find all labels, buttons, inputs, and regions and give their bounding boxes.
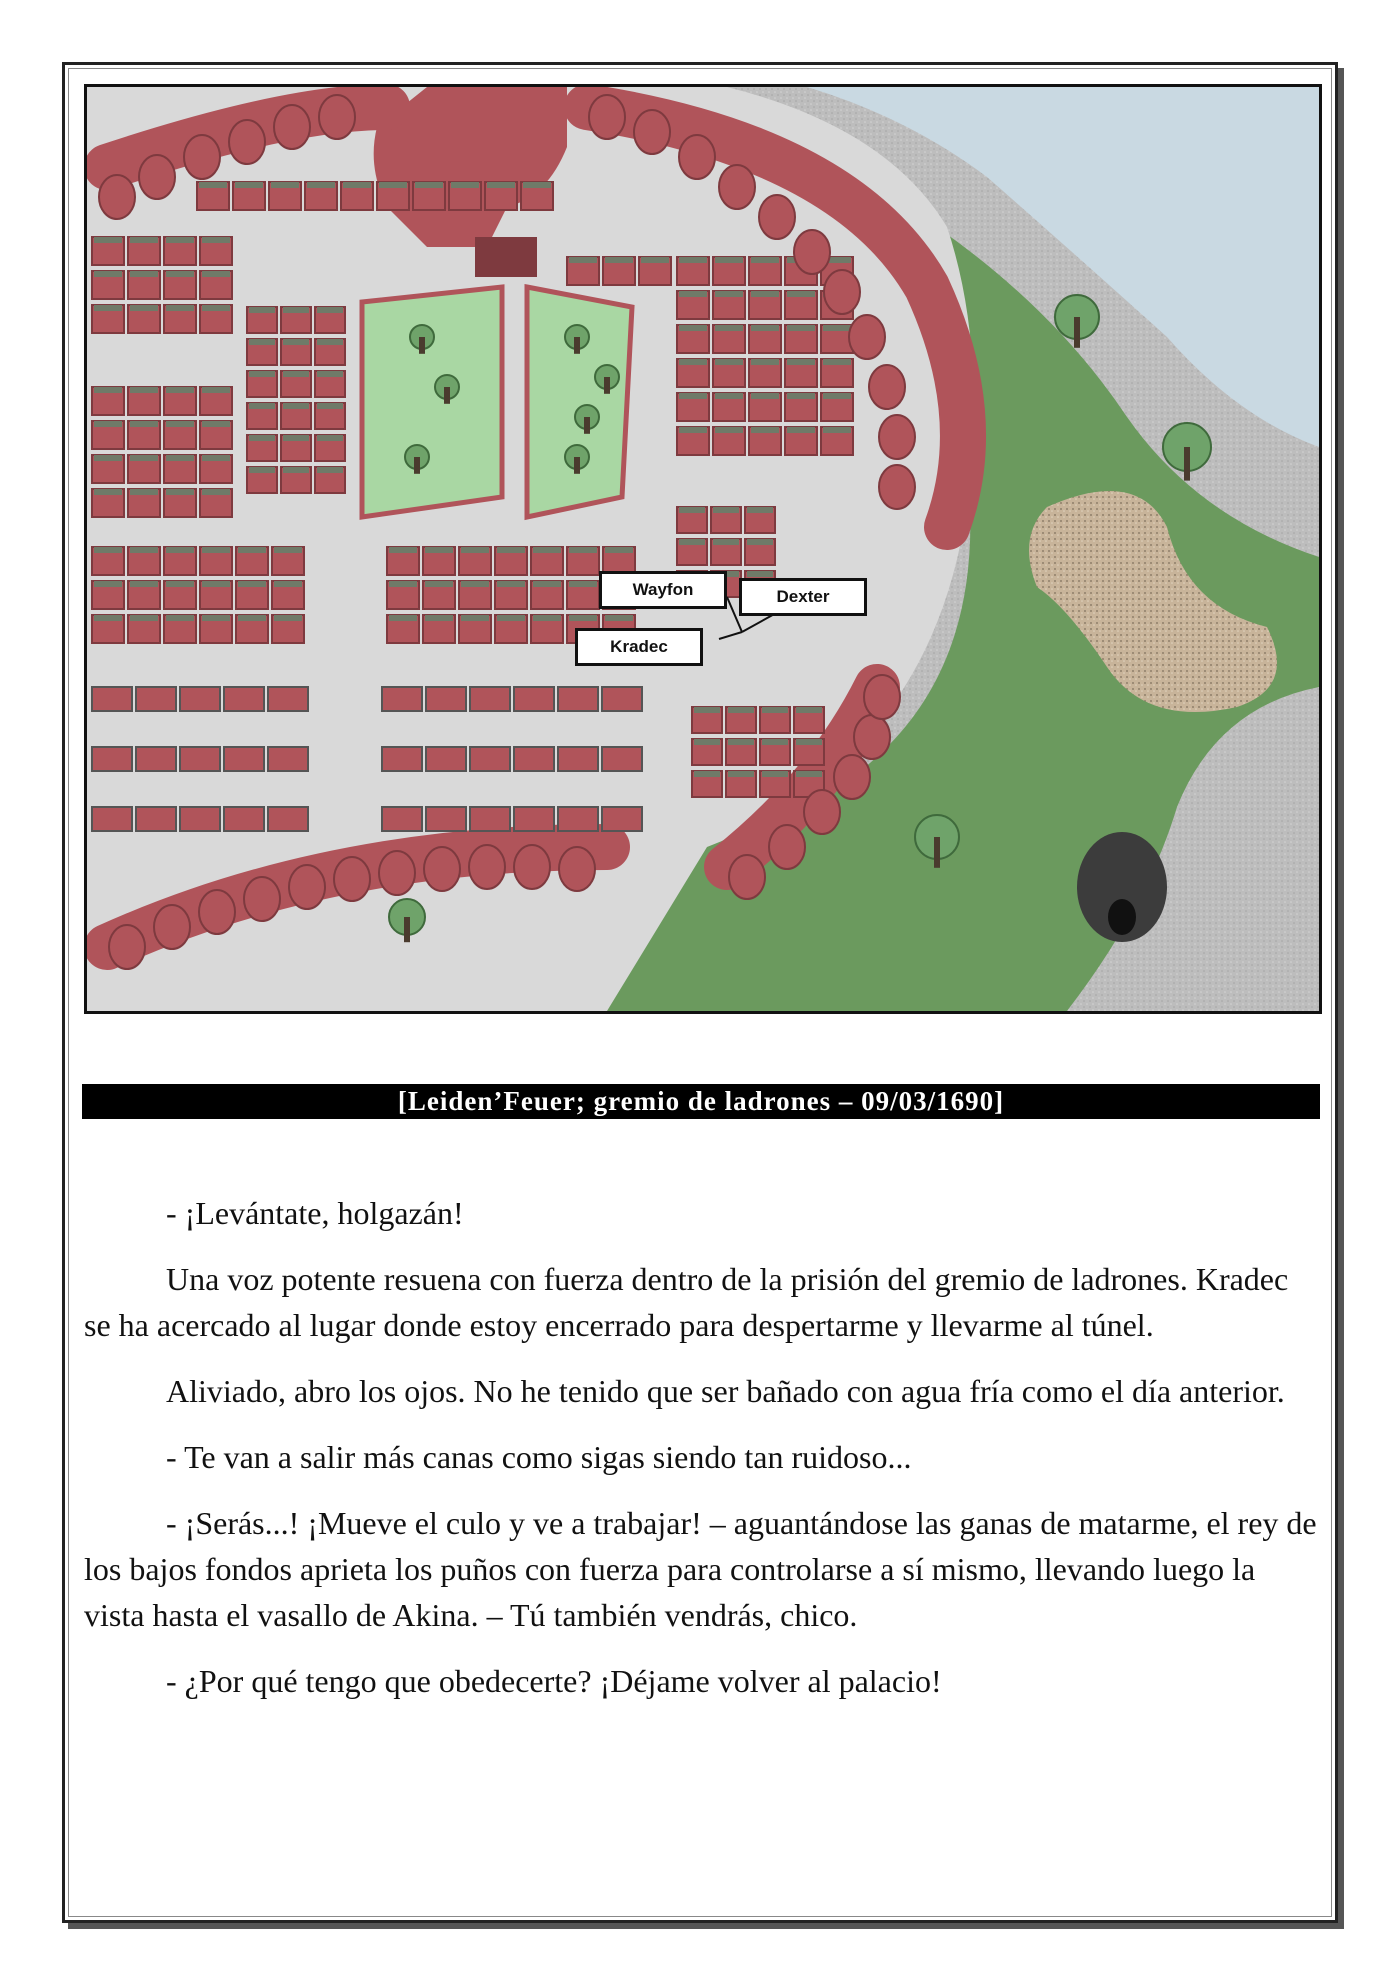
tower-house <box>469 845 505 889</box>
tower-house <box>804 790 840 834</box>
terrace-house <box>136 807 176 831</box>
terrace-house <box>180 747 220 771</box>
tower-house <box>319 95 355 139</box>
terrace-house <box>426 747 466 771</box>
terrace-house <box>558 807 598 831</box>
terrace-house <box>602 807 642 831</box>
terrace-house <box>224 687 264 711</box>
terrace-house <box>382 807 422 831</box>
terrace-house <box>514 807 554 831</box>
tower-house <box>824 270 860 314</box>
courtyard-west <box>362 287 502 517</box>
terrace-house <box>92 687 132 711</box>
tower-house <box>589 95 625 139</box>
tower-house <box>849 315 885 359</box>
tower-house <box>634 110 670 154</box>
tower-house <box>559 847 595 891</box>
terrace-house <box>136 687 176 711</box>
palace-stairs <box>475 237 537 277</box>
tower-house <box>199 890 235 934</box>
tower-house <box>854 715 890 759</box>
terrace-house <box>470 807 510 831</box>
terrace-house <box>382 747 422 771</box>
tower-house <box>334 857 370 901</box>
terrace-house <box>426 687 466 711</box>
story-text <box>84 1190 1322 1724</box>
terrace-house <box>558 747 598 771</box>
terrace-house <box>558 687 598 711</box>
paragraph: - ¿Por qué tengo que obedecerte? ¡Déjame volver al palacio! <box>166 1663 942 1699</box>
terrace-house <box>92 747 132 771</box>
tower-house <box>514 845 550 889</box>
tower-house <box>274 105 310 149</box>
terrace-house <box>268 747 308 771</box>
paragraph: - ¡Levántate, holgazán! <box>166 1195 464 1231</box>
tower-house <box>424 847 460 891</box>
tower-house <box>99 175 135 219</box>
tower-house <box>244 877 280 921</box>
terrace-house <box>180 807 220 831</box>
terrace-house <box>224 807 264 831</box>
tower-house <box>729 855 765 899</box>
paragraph: Una voz potente resuena con fuerza dentro de la prisión del gremio de ladrones. Kradec se ha acercado al lugar donde estoy encerrado para despertarme y llevarme al túnel. <box>84 1261 1289 1343</box>
paragraph: Aliviado, abro los ojos. No he tenido que ser bañado con agua fría como el día anterior. <box>166 1373 1285 1409</box>
tower-house <box>879 415 915 459</box>
tower-house <box>864 675 900 719</box>
terrace-house <box>470 687 510 711</box>
tower-house <box>154 905 190 949</box>
tower-house <box>879 465 915 509</box>
city-map <box>84 84 1322 1014</box>
terrace-house <box>268 807 308 831</box>
terrace-house <box>602 747 642 771</box>
map-label-dexter: Dexter <box>739 578 867 616</box>
terrace-house <box>224 747 264 771</box>
map-label-kradec: Kradec <box>575 628 703 666</box>
terrace-house <box>136 747 176 771</box>
tower-house <box>109 925 145 969</box>
tower-house <box>139 155 175 199</box>
tower-house <box>289 865 325 909</box>
tower-house <box>184 135 220 179</box>
tower-house <box>794 230 830 274</box>
terrace-house <box>514 747 554 771</box>
tower-house <box>229 120 265 164</box>
tower-house <box>379 851 415 895</box>
city-map-graphic <box>87 87 1319 1011</box>
scene-caption: [Leiden’Feuer; gremio de ladrones – 09/03/1690] <box>82 1084 1320 1119</box>
terrace-house <box>92 807 132 831</box>
map-label-wayfon: Wayfon <box>599 571 727 609</box>
tower-house <box>869 365 905 409</box>
terrace-house <box>426 807 466 831</box>
tower-house <box>759 195 795 239</box>
courtyard-east <box>527 287 632 517</box>
terrace-house <box>514 687 554 711</box>
tower-house <box>769 825 805 869</box>
paragraph: - Te van a salir más canas como sigas siendo tan ruidoso... <box>166 1439 912 1475</box>
paragraph: - ¡Serás...! ¡Mueve el culo y ve a trabajar! – aguantándose las ganas de matarme, el rey de los bajos fondos aprieta los puños con fuerza para controlarse a sí mismo, llevando luego la vista hasta el vasallo de Akina. – Tú también vendrás, chico. <box>84 1505 1317 1633</box>
terrace-house <box>180 687 220 711</box>
terrace-house <box>470 747 510 771</box>
terrace-house <box>382 687 422 711</box>
terrace-house <box>602 687 642 711</box>
tower-house <box>834 755 870 799</box>
tower-house <box>719 165 755 209</box>
terrace-house <box>268 687 308 711</box>
tower-house <box>679 135 715 179</box>
